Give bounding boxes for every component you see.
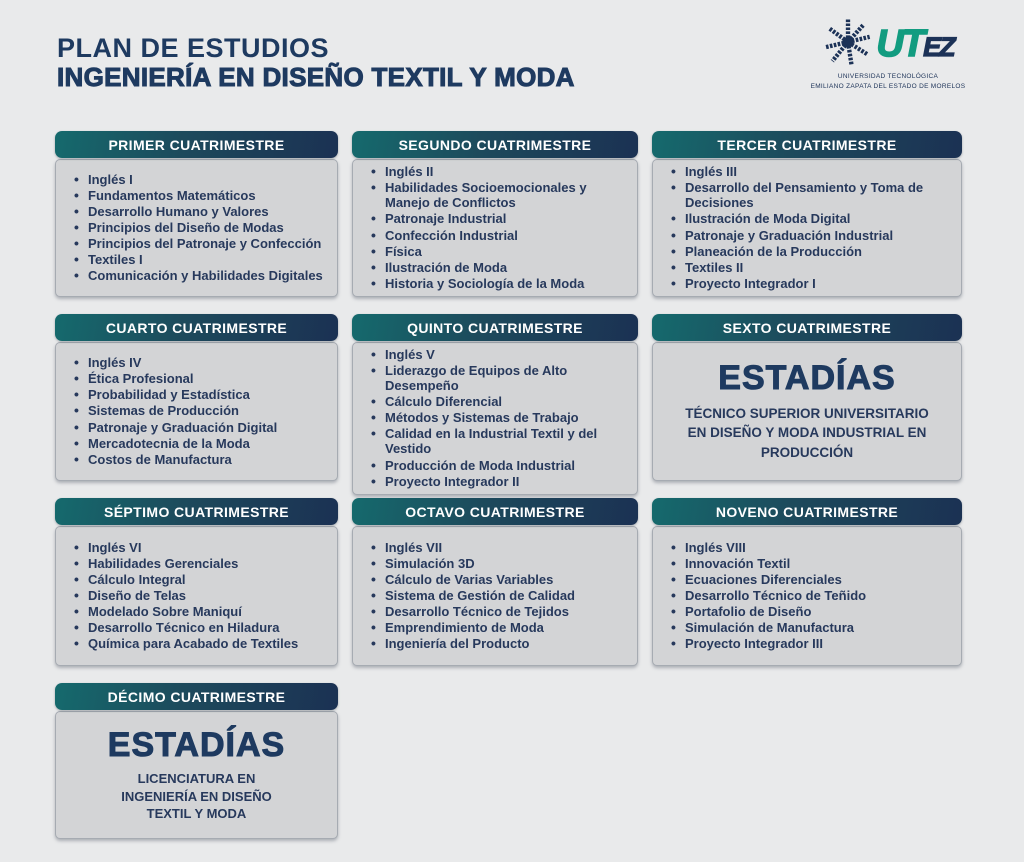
estadias-title: ESTADÍAS [718,359,896,398]
course-item: • Cálculo de Varias Variables [369,572,629,587]
estadias-subtitle-line: INGENIERÍA EN DISEÑO [121,788,272,804]
course-item: • Desarrollo Técnico en Hiladura [72,620,329,635]
page-title [57,33,575,93]
card-body [352,342,638,495]
semester-grid [55,131,962,839]
card-body [652,526,962,666]
course-item: • Habilidades Socioemocionales y Manejo de Conflictos [369,180,629,210]
course-item: • Ilustración de Moda [369,260,629,275]
course-item: • Ilustración de Moda Digital [669,211,953,226]
course-list [56,351,337,472]
course-item: • Ética Profesional [72,371,329,386]
utez-caption-line2: EMILIANO ZAPATA DEL ESTADO DE MORELOS [810,82,966,90]
course-item: • Ecuaciones Diferenciales [669,572,953,587]
card-header: DÉCIMO CUATRIMESTRE [55,683,338,710]
course-item: • Portafolio de Diseño [669,604,953,619]
course-item: • Innovación Textil [669,556,953,571]
card-noveno-cuatrimestre [652,498,962,666]
estadias-subtitle [121,770,271,823]
course-item: • Cálculo Integral [72,572,329,587]
card-cuarto-cuatrimestre [55,314,338,481]
course-item: • Simulación de Manufactura [669,620,953,635]
card-body [352,526,638,666]
course-item: • Inglés IV [72,355,329,370]
course-item: • Inglés V [369,347,629,362]
course-item: • Desarrollo del Pensamiento y Toma de Decisiones [669,180,953,210]
card-header: SEXTO CUATRIMESTRE [652,314,962,341]
estadias-subtitle-line: LICENCIATURA EN [137,771,256,787]
course-item: • Comunicación y Habilidades Digitales [72,268,329,283]
course-item: • Fundamentos Matemáticos [72,188,329,203]
card-body [55,342,338,481]
card-body [652,159,962,297]
card-body [55,159,338,297]
course-item: • Patronaje y Graduación Digital [72,420,329,435]
card-header: QUINTO CUATRIMESTRE [352,314,638,341]
course-item: • Proyecto Integrador II [369,474,629,489]
utez-logo [808,20,968,92]
course-item: • Patronaje Industrial [369,211,629,226]
course-item: • Textiles II [669,260,953,275]
course-item: • Proyecto Integrador I [669,276,953,291]
course-item: • Física [369,244,629,259]
utez-wordmark-ut: UT [876,23,924,65]
estadias-subtitle [685,404,929,463]
course-item: • Desarrollo Humano y Valores [72,204,329,219]
estadias-subtitle-line: TEXTIL Y MODA [146,806,247,822]
course-list [56,168,337,289]
card-body [55,526,338,666]
course-item: • Modelado Sobre Maniquí [72,604,329,619]
course-item: • Habilidades Gerenciales [72,556,329,571]
card-body [55,711,338,839]
estadias-subtitle-line: TÉCNICO SUPERIOR UNIVERSITARIO [685,405,929,421]
card-header: NOVENO CUATRIMESTRE [652,498,962,525]
course-item: • Inglés II [369,164,629,179]
course-item: • Liderazgo de Equipos de Alto Desempeño [369,363,629,393]
course-item: • Inglés VIII [669,540,953,555]
course-list [353,536,637,657]
course-item: • Emprendimiento de Moda [369,620,629,635]
course-list [653,160,961,296]
utez-caption [808,72,968,92]
course-item: • Inglés VII [369,540,629,555]
card-decimo-cuatrimestre [55,683,338,839]
card-segundo-cuatrimestre [352,131,638,297]
course-item: • Ingeniería del Producto [369,636,629,651]
course-item: • Producción de Moda Industrial [369,458,629,473]
utez-wordmark [876,25,953,63]
course-item: • Planeación de la Producción [669,244,953,259]
course-item: • Confección Industrial [369,228,629,243]
page-title-line2: INGENIERÍA EN DISEÑO TEXTIL Y MODA [57,62,575,93]
estadias-subtitle-line: PRODUCCIÓN [760,444,854,460]
course-item: • Inglés VI [72,540,329,555]
course-item: • Química para Acabado de Textiles [72,636,329,651]
card-body [652,342,962,481]
course-item: • Calidad en la Industrial Textil y del Vestido [369,426,629,456]
course-item: • Patronaje y Graduación Industrial [669,228,953,243]
course-item: • Sistemas de Producción [72,403,329,418]
card-septimo-cuatrimestre [55,498,338,666]
course-item: • Historia y Sociología de la Moda [369,276,629,291]
course-item: • Proyecto Integrador III [669,636,953,651]
utez-wordmark-ez: EZ [923,32,954,62]
course-item: • Simulación 3D [369,556,629,571]
utez-starburst-icon [822,16,874,68]
course-item: • Inglés I [72,172,329,187]
course-item: • Desarrollo Técnico de Tejidos [369,604,629,619]
card-octavo-cuatrimestre [352,498,638,666]
card-primer-cuatrimestre [55,131,338,297]
course-list [653,536,961,657]
course-list [353,343,637,494]
course-item: • Inglés III [669,164,953,179]
estadias-title: ESTADÍAS [107,725,286,764]
card-header: SEGUNDO CUATRIMESTRE [352,131,638,158]
card-header: PRIMER CUATRIMESTRE [55,131,338,158]
course-item: • Desarrollo Técnico de Teñido [669,588,953,603]
card-quinto-cuatrimestre [352,314,638,489]
estadias-subtitle-line: EN DISEÑO Y MODA INDUSTRIAL EN [687,425,927,441]
card-header: OCTAVO CUATRIMESTRE [352,498,638,525]
course-item: • Probabilidad y Estadística [72,387,329,402]
course-item: • Costos de Manufactura [72,452,329,467]
course-item: • Principios del Patronaje y Confección [72,236,329,251]
course-item: • Textiles I [72,252,329,267]
course-item: • Diseño de Telas [72,588,329,603]
card-header: CUARTO CUATRIMESTRE [55,314,338,341]
course-item: • Métodos y Sistemas de Trabajo [369,410,629,425]
utez-caption-line1: UNIVERSIDAD TECNOLÓGICA [837,73,939,80]
card-body [352,159,638,297]
card-header: SÉPTIMO CUATRIMESTRE [55,498,338,525]
course-item: • Sistema de Gestión de Calidad [369,588,629,603]
course-item: • Cálculo Diferencial [369,394,629,409]
page-title-line1: PLAN DE ESTUDIOS [57,33,330,63]
course-list [56,536,337,657]
course-item: • Principios del Diseño de Modas [72,220,329,235]
course-list [353,160,637,296]
card-tercer-cuatrimestre [652,131,962,297]
card-header: TERCER CUATRIMESTRE [652,131,962,158]
card-sexto-cuatrimestre [652,314,962,481]
course-item: • Mercadotecnia de la Moda [72,436,329,451]
